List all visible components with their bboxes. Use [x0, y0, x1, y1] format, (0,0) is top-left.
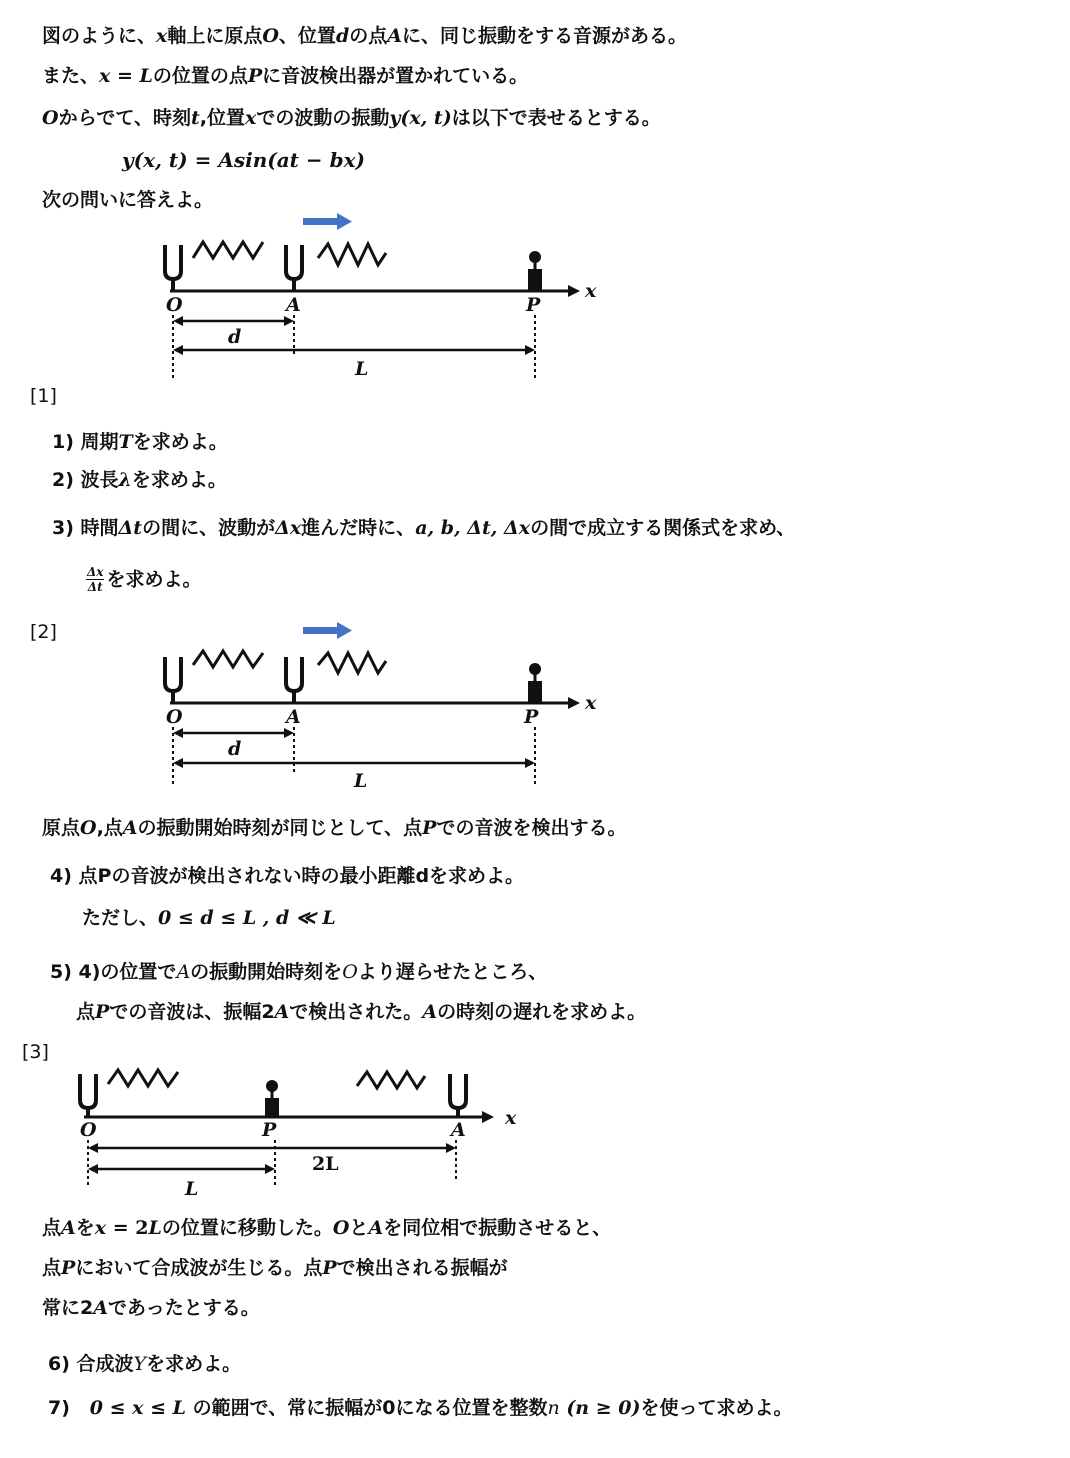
label-L: L	[355, 358, 369, 380]
blue-arrow	[303, 213, 352, 230]
label-o: O	[166, 294, 183, 316]
label-d: d	[228, 326, 242, 348]
label-a: A	[451, 1119, 466, 1141]
detector-p-icon	[528, 251, 542, 291]
fraction-dx-dt: $\frac{\Delta x}{\Delta t}$	[87, 565, 104, 594]
label-L: L	[185, 1178, 199, 1200]
wave-o	[193, 651, 263, 667]
label-a: A	[286, 294, 301, 316]
tuning-fork-o-icon	[80, 1074, 96, 1118]
wave-a	[318, 653, 386, 673]
label-p: P	[524, 706, 539, 728]
wave-o	[108, 1070, 178, 1086]
question-2: 2) 波長λを求めよ。	[52, 469, 227, 491]
wave-a	[357, 1072, 425, 1088]
label-a: A	[286, 706, 301, 728]
tuning-fork-o-icon	[165, 245, 181, 291]
question-6: 6) 合成波Yを求めよ。	[48, 1353, 242, 1375]
section-3-line-3: 常に2Aであったとする。	[42, 1297, 260, 1319]
section-3-line-1: 点Aをx = 2Lの位置に移動した。OとAを同位相で振動させると、	[42, 1217, 612, 1239]
question-1: 1) 周期Tを求めよ。	[52, 431, 228, 453]
label-d: d	[228, 738, 242, 760]
tuning-fork-o-icon	[165, 657, 181, 703]
wave-a	[318, 244, 386, 265]
question-5-continuation: 点Pでの音波は、振幅2Aで検出された。Aの時刻の遅れを求めよ。	[76, 1001, 647, 1023]
section-2-text: 原点O,点Aの振動開始時刻が同じとして、点Pでの音波を検出する。	[42, 817, 627, 839]
label-L: L	[354, 770, 368, 792]
label-x: x	[505, 1107, 517, 1129]
figure-2	[0, 617, 1070, 792]
blue-arrow	[303, 622, 352, 639]
intro-line-3: Oからでて、時刻t,位置xでの波動の振動y(x, t)は以下で表せるとする。	[42, 107, 661, 129]
question-4: 4) 点Pの音波が検出されない時の最小距離dを求めよ。	[50, 865, 525, 887]
instruction: 次の問いに答えよ。	[42, 189, 214, 211]
tuning-fork-a-icon	[286, 657, 302, 703]
label-o: O	[80, 1119, 97, 1141]
label-x: x	[585, 692, 597, 714]
detector-p-icon	[265, 1080, 279, 1118]
label-p: P	[262, 1119, 277, 1141]
question-7: 7) 0 ≤ x ≤ L の範囲で、常に振幅が0になる位置を整数n (n ≥ 0)を使って求めよ。	[48, 1397, 793, 1419]
label-x: x	[585, 280, 597, 302]
section-2-label: [2]	[30, 621, 57, 643]
intro-line-2: また、x = Lの位置の点Pに音波検出器が置かれている。	[42, 65, 529, 87]
section-3-label: [3]	[22, 1041, 49, 1063]
detector-p-icon	[528, 663, 542, 703]
label-o: O	[166, 706, 183, 728]
label-p: P	[526, 294, 541, 316]
tuning-fork-a-icon	[450, 1074, 466, 1118]
figure-3	[0, 1040, 1070, 1200]
section-1-label: [1]	[30, 385, 57, 407]
wave-equation: y(x, t) = Asin(at − bx)	[122, 148, 365, 172]
question-3: 3) 時間Δtの間に、波動がΔx進んだ時に、a, b, Δt, Δxの間で成立する関係式を求め、	[52, 517, 796, 539]
intro-line-1: 図のように、x軸上に原点O、位置dの点Aに、同じ振動をする音源がある。	[42, 25, 688, 47]
section-3-line-2: 点Pにおいて合成波が生じる。点Pで検出される振幅が	[42, 1257, 508, 1279]
question-4-condition: ただし、0 ≤ d ≤ L , d ≪ L	[82, 907, 336, 929]
label-2L: 2L	[312, 1153, 339, 1175]
tuning-fork-a-icon	[286, 245, 302, 291]
wave-o	[193, 242, 263, 258]
question-3-continuation: $\frac{\Delta x}{\Delta t}$ を求めよ。	[87, 565, 202, 594]
figure-1	[0, 205, 1070, 380]
question-5: 5) 4)の位置でAの振動開始時刻をOより遅らせたところ、	[50, 961, 548, 983]
